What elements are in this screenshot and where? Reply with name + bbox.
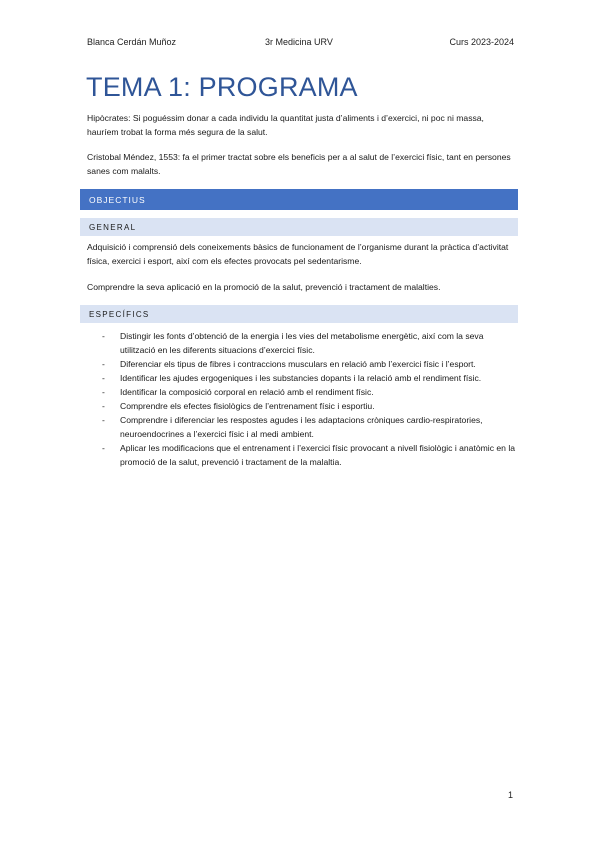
list-item-text: Diferenciar els tipus de fibres i contraccions musculars en relació amb l’exercici físic i l’esport. <box>120 359 476 369</box>
intro-hippocrates: Hipòcrates: Si poguéssim donar a cada individu la quantitat justa d’aliments i d’exercici, ni poc ni massa, hauríem trobat la forma més segura de la salut. <box>87 113 484 137</box>
list-item-text: Comprendre i diferenciar les respostes agudes i les adaptacions cròniques cardio-respiratories, neuroendocrines a l’exercici físic i al medi ambient. <box>120 415 483 439</box>
subsection-heading-especifics <box>80 305 518 323</box>
header-author: Blanca Cerdán Muñoz <box>87 37 177 47</box>
document-title: TEMA 1: PROGRAMA <box>86 72 358 102</box>
list-bullet: - <box>102 331 105 341</box>
list-bullet: - <box>102 415 105 425</box>
header-course: 3r Medicina URV <box>265 37 333 47</box>
especifics-list <box>102 329 516 469</box>
page-header <box>87 37 514 51</box>
list-item-text: Distingir les fonts d’obtenció de la energia i les vies del metabolisme energètic, així com la seva utilització en les diferents situacions d’exercici físic. <box>120 331 484 355</box>
subsection-heading-general <box>80 218 518 236</box>
list-bullet: - <box>102 373 105 383</box>
section-heading-label: OBJECTIUS <box>89 194 146 205</box>
list-item <box>102 441 516 469</box>
list-bullet: - <box>102 401 105 411</box>
list-item <box>102 371 516 385</box>
list-item <box>102 329 516 357</box>
header-year: Curs 2023-2024 <box>449 37 514 47</box>
list-item-text: Comprendre els efectes fisiològics de l’entrenament físic i esportiu. <box>120 401 375 411</box>
subsection-heading-label: GENERAL <box>89 222 137 232</box>
section-heading-objectius <box>80 189 518 210</box>
subsection-heading-label: ESPECÍFICS <box>89 309 150 319</box>
list-item <box>102 413 516 441</box>
list-bullet: - <box>102 359 105 369</box>
list-bullet: - <box>102 443 105 453</box>
list-item-text: Identificar les ajudes ergogeniques i les substancies dopants i la relació amb el rendiment físic. <box>120 373 482 383</box>
list-item <box>102 357 516 371</box>
page-number: 1 <box>508 790 514 800</box>
intro-mendez: Cristobal Méndez, 1553: fa el primer tractat sobre els beneficis per a al salut de l’exercici físic, tant en persones sanes com malalts. <box>87 152 511 176</box>
list-item <box>102 399 516 413</box>
list-item-text: Identificar la composició corporal en relació amb el rendiment físic. <box>120 387 374 397</box>
list-item <box>102 385 516 399</box>
list-bullet: - <box>102 387 105 397</box>
general-paragraph: Adquisició i comprensió dels coneixements bàsics de funcionament de l’organisme durant la pràctica d’activitat física, exercici i esport, així com els efectes provocats pel sedentarisme. <box>87 242 509 266</box>
list-item-text: Aplicar les modificacions que el entrenament i l’exercici físic provocant a nivell fisiològic i anatòmic en la promoció de la salut, prevenció i tractament de la malaltia. <box>120 443 516 467</box>
general-paragraph: Comprendre la seva aplicació en la promoció de la salut, prevenció i tractament de malalties. <box>87 282 441 292</box>
